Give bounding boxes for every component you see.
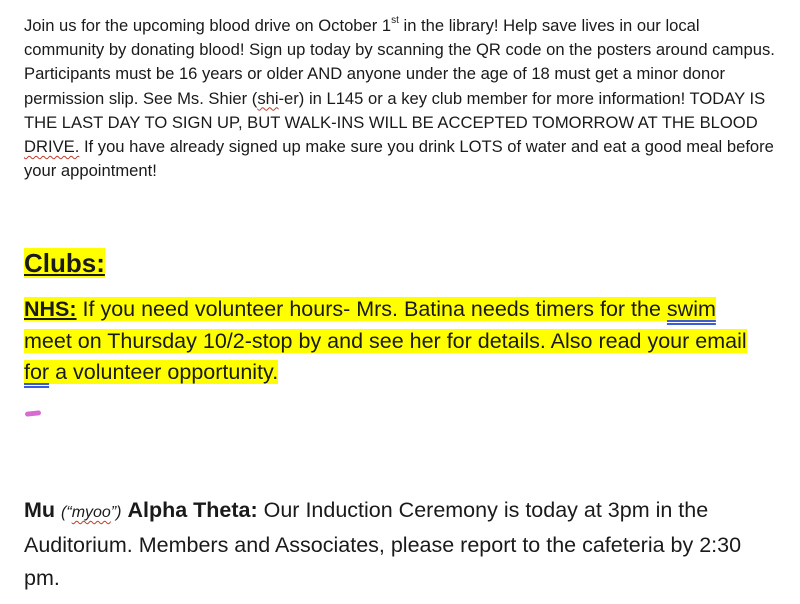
- nhs-label: NHS:: [24, 297, 77, 321]
- mu-label: Mu: [24, 498, 56, 522]
- nhs-highlight: [24, 297, 747, 384]
- pron-open: (“: [61, 504, 72, 521]
- pron-word: myoo: [71, 504, 111, 521]
- pronunciation-shi: shi: [257, 88, 279, 108]
- blood-drive-text-a: Join us for the upcoming blood drive on October 1: [24, 16, 392, 35]
- pen-mark: [25, 410, 41, 417]
- for-word: for: [24, 360, 50, 384]
- mu-pronunciation: [61, 504, 121, 521]
- nhs-text-c: a volunteer opportunity.: [49, 360, 279, 384]
- blood-drive-text-d: If you have already signed up make sure you drink LOTS of water and eat a good meal before your appointment!: [24, 137, 774, 181]
- mu-alpha-theta-paragraph: [24, 494, 774, 595]
- nhs-paragraph: [24, 294, 769, 389]
- clubs-heading-text: Clubs:: [24, 248, 105, 278]
- swim-word: swim: [666, 297, 716, 321]
- blood-drive-text-b: in the library! Help save lives in our local community by donating blood! Sign up today by scanning the QR code on the posters around campus. Participants must be 16 years or older AND anyone under the age of 18 must get a minor donor permission slip. See Ms. Shier (: [24, 16, 775, 108]
- blood-drive-paragraph: [24, 14, 784, 183]
- date-ordinal-suffix: st: [391, 15, 399, 27]
- clubs-heading: [24, 246, 105, 280]
- nhs-text-a: If you need volunteer hours- Mrs. Batina needs timers for the: [76, 297, 667, 321]
- alpha-theta-label: Alpha Theta:: [127, 498, 258, 522]
- nhs-text-b: meet on Thursday 10/2-stop by and see her for details. Also read your email: [24, 328, 747, 353]
- mu-text: Our Induction Ceremony is today at 3pm in the Auditorium. Members and Associates, please report to the cafeteria by 2:30 pm.: [24, 498, 742, 590]
- drive-word: DRIVE.: [24, 137, 80, 157]
- blood-drive-text-c: -er) in L145 or a key club member for more information! TODAY IS THE LAST DAY TO SIGN UP, BUT WALK-INS WILL BE ACCEPTED TOMORROW AT THE BLOOD: [24, 88, 766, 132]
- pron-close: ”): [110, 504, 122, 521]
